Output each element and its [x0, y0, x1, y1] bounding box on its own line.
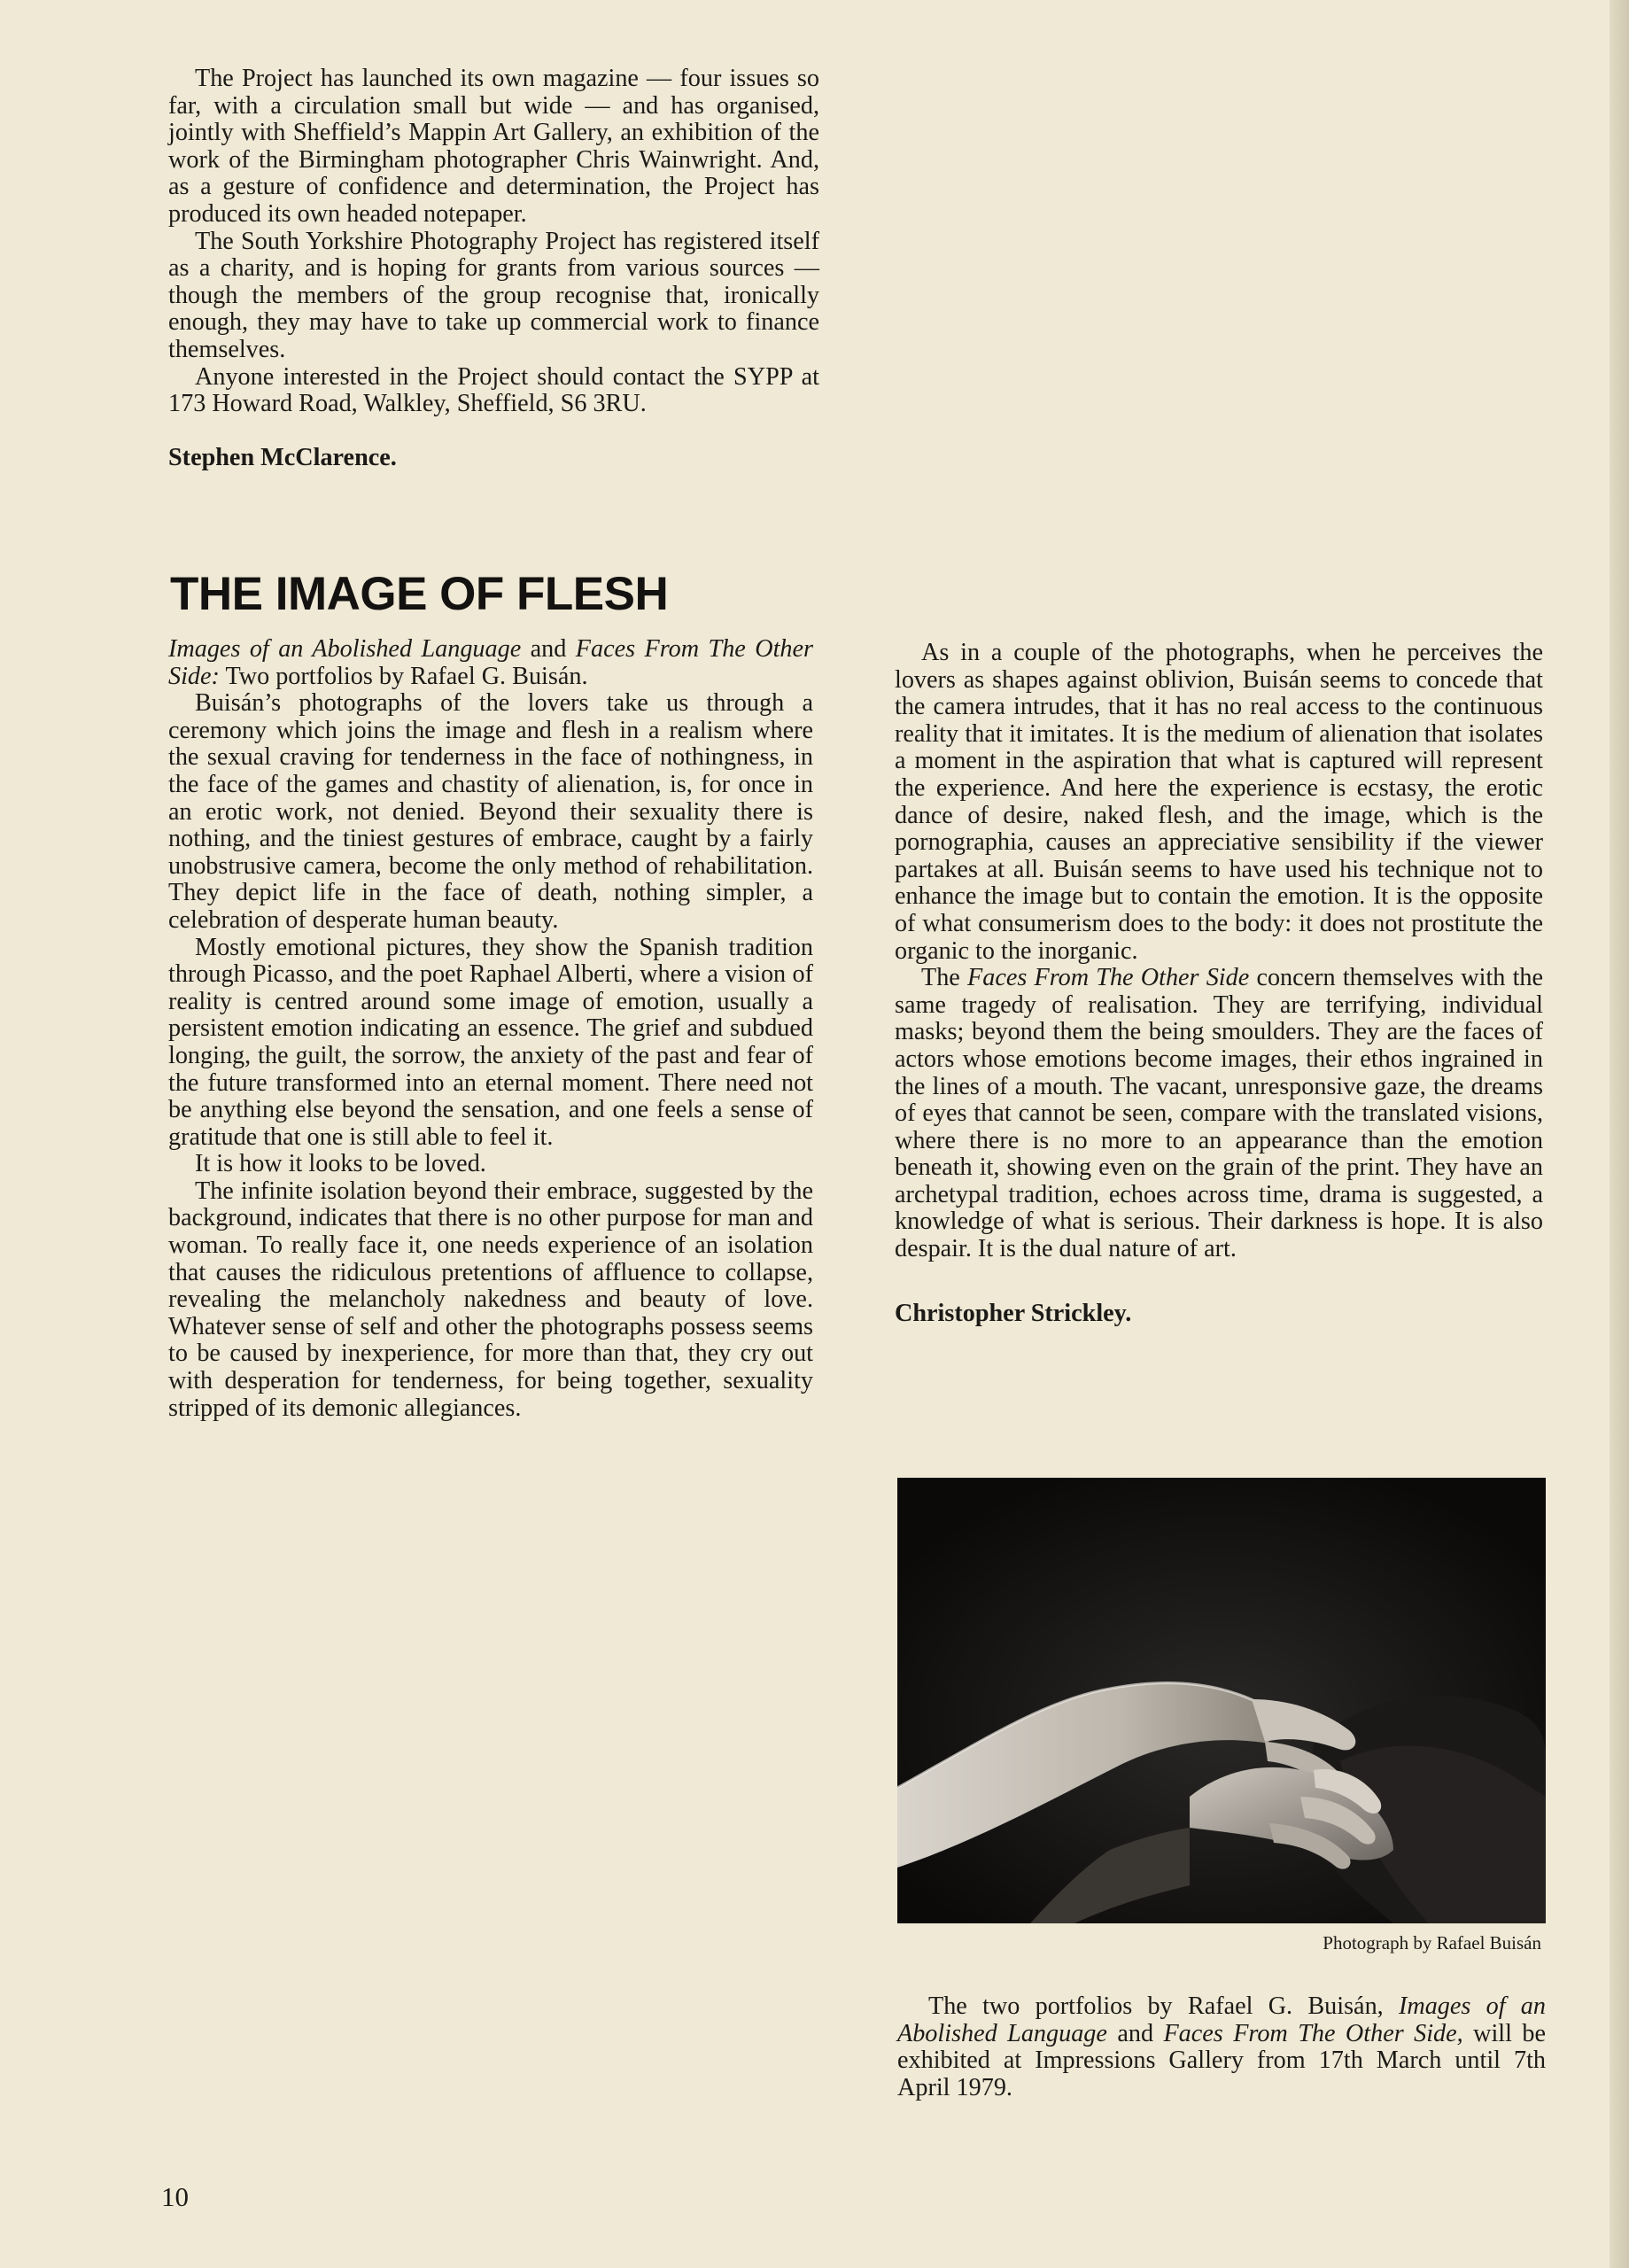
- left-paragraph-3: It is how it looks to be loved.: [195, 1150, 486, 1178]
- top-paragraph-3: Anyone interested in the Project should contact the SYPP at 173 Howard Road, Walkley, Sheffield, S6 3RU.: [168, 362, 819, 418]
- right-p2-lead: The: [921, 964, 968, 992]
- article-byline: Christopher Strickley.: [895, 1299, 1132, 1327]
- top-paragraph-2: The South Yorkshire Photography Project has registered itself as a charity, and is hoping for grants from various sources — though the members of the group recognise that, ironically enough, they may have to take up commercial work to finance themselves.: [168, 227, 819, 363]
- top-byline: Stephen McClarence.: [168, 443, 397, 471]
- right-paragraph-1: As in a couple of the photographs, when he perceives the lovers as shapes against oblivion, Buisán seems to concede that the camera intrudes, that it has no real access to the continuous reality that it imitates. It is the medium of alienation that isolates a moment in the aspiration that what is captured will represent the experience. And here the experience is ecstasy, the erotic dance of desire, naked flesh, and the image, which is the pornographia, causes an appreciative sensibility if the viewer partakes at all. Buisán seems to have used his technique not to enhance the image but to contain the emotion. It is the opposite of what consumerism does to the body: it does not prostitute the organic to the inorganic.: [895, 639, 1543, 965]
- page-number: 10: [161, 2181, 189, 2212]
- photograph-image: [897, 1478, 1546, 1923]
- right-column: [895, 640, 1543, 1327]
- exhibition-note: [897, 1993, 1546, 2101]
- photograph-hands: [897, 1478, 1546, 1923]
- closing-title-1: Images of an Abolished Language: [897, 1992, 1546, 2047]
- closing-lead: The two portfolios by Rafael G. Buisán,: [928, 1992, 1399, 2020]
- top-article: [168, 66, 819, 471]
- intro-and: and: [521, 635, 576, 663]
- photo-caption: Photograph by Rafael Buisán: [1323, 1932, 1541, 1953]
- intro-title-2: Faces From The Other Side:: [168, 635, 813, 690]
- left-column: [168, 636, 813, 1422]
- closing-and: and: [1106, 2019, 1164, 2047]
- headline: THE IMAGE OF FLESH: [170, 568, 669, 620]
- right-paragraph-2: [895, 965, 1543, 1263]
- exhibition-note-text: [897, 1993, 1546, 2101]
- page-edge: [1610, 0, 1629, 2268]
- intro-rest: Two portfolios by Rafael G. Buisán.: [219, 662, 588, 690]
- left-paragraph-2: Mostly emotional pictures, they show the Spanish tradition through Picasso, and the poet Raphael Alberti, where a vision of reality is centred around some image of emotion, usually a persistent emotion indicating an essence. The grief and subdued longing, the guilt, the sorrow, the anxiety of the past and fear of the future transformed into an eternal moment. There need not be anything else beyond the sensation, and one feels a sense of gratitude that one is still able to feel it.: [168, 933, 813, 1151]
- closing-rest: will be exhibited at Impressions Gallery from 17th March until 7th April 1979.: [897, 2019, 1546, 2101]
- right-p2-title: Faces From The Other Side: [967, 964, 1250, 992]
- top-paragraph-1: The Project has launched its own magazine — four issues so far, with a circulation small but wide — and has organised, jointly with Sheffield’s Mappin Art Gallery, an exhibition of the work of the Birmingham photographer Chris Wainwright. And, as a gesture of confidence and determination, the Project has produced its own headed notepaper.: [168, 65, 819, 228]
- left-paragraph-4: The infinite isolation beyond their embrace, suggested by the background, indicates that there is no other purpose for man and woman. To really face it, one needs experience of an isolation that causes the ridiculous pretentions of affluence to collapse, revealing the melancholy nakedness and beauty of love. Whatever sense of self and other the photographs possess seems to be caused by inexperience, for more than that, they cry out with desperation for tenderness, for being together, sexuality stripped of its demonic allegiances.: [168, 1177, 813, 1422]
- closing-title-2: Faces From The Other Side,: [1163, 2019, 1463, 2047]
- intro-paragraph: [168, 636, 813, 690]
- left-paragraph-1: Buisán’s photographs of the lovers take us through a ceremony which joins the image and flesh in a realism where the sexual craving for tenderness in the face of nothingness, in the face of the games and chastity of alienation, is, for once in an erotic work, not denied. Beyond their sexuality there is nothing, and the tiniest gestures of embrace, caught by a fairly unobstrusive camera, become the only method of rehabilitation. They depict life in the face of death, nothing simpler, a celebration of desperate human beauty.: [168, 689, 813, 934]
- intro-title-1: Images of an Abolished Language: [168, 635, 522, 663]
- right-p2-rest: concern themselves with the same tragedy of realisation. They are terrifying, individual masks; beyond them the being smoulders. They are the faces of actors whose emotions become images, their ethos ingrained in the lines of a mouth. The vacant, unresponsive gaze, the dreams of eyes that cannot be seen, compare with the translated visions, where there is no more to an appearance than the emotion beneath it, showing even on the grain of the print. They have an archetypal tradition, echoes across time, drama is suggested, a knowledge of what is serious. Their darkness is hope. It is also despair. It is the dual nature of art.: [895, 964, 1544, 1263]
